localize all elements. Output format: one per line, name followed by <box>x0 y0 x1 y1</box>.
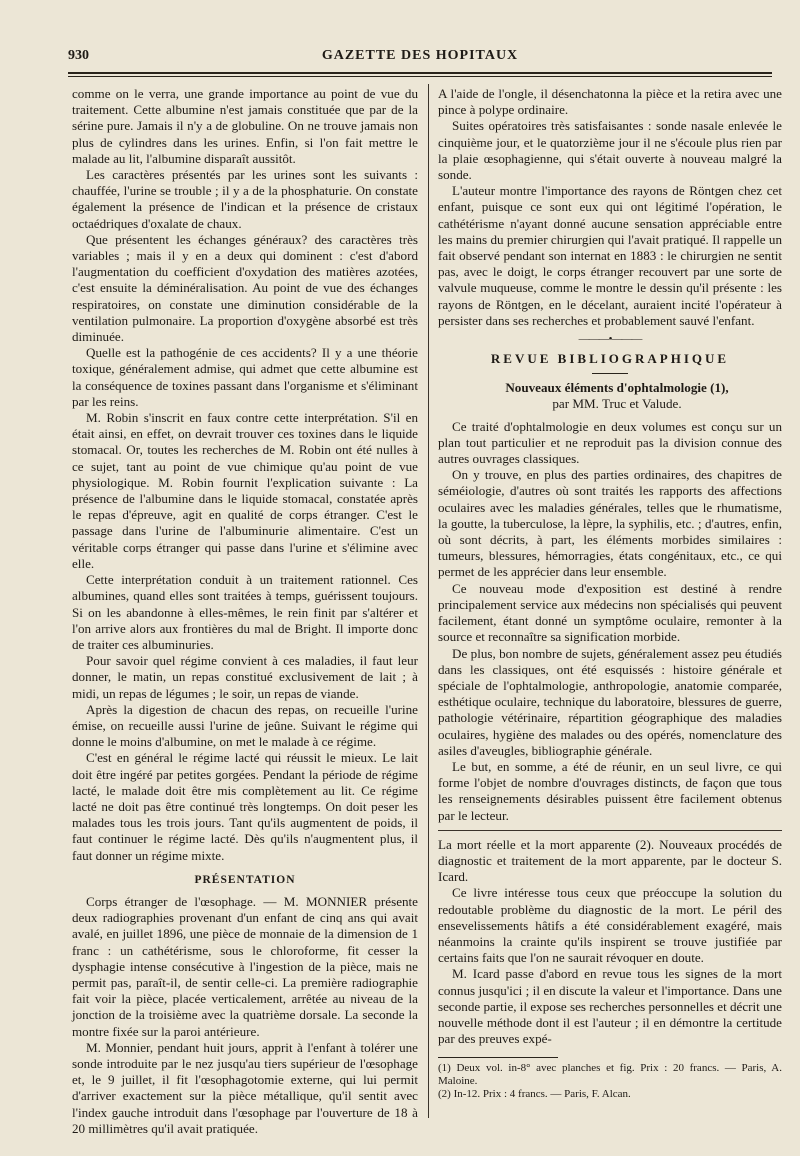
paragraph: Ce livre intéresse tous ceux que préoccupe la solution du redoutable problème du diagnostic de la mort. Le péril des ensevelissements hâtifs a été considérablement exagéré, mais néanmoins la crainte qu'ils inspirent se trouve justifiée par certains faits que l'on ne saurait révoquer en doute. <box>438 885 782 966</box>
section-title-revue: REVUE BIBLIOGRAPHIQUE <box>490 351 730 367</box>
paragraph: Ce nouveau mode d'exposition est destiné à rendre principalement service aux médecins non spécialisés qui peuvent facilement, étant donné un symptôme oculaire, remonter à la source et reconnaître sa signification morbide. <box>438 580 782 645</box>
section-title-presentation: PRÉSENTATION <box>194 873 296 886</box>
paragraph: Cette interprétation conduit à un traitement rationnel. Ces albumines, quand elles sont traitées à temps, guérissent toujours. Si on les abandonne à elles-mêmes, le rein finit par s'altérer et l'on arrive alors aux frontières du mal de Bright. Il importe donc de traiter ces albuminuries. <box>72 572 418 652</box>
paragraph: Après la digestion de chacun des repas, on recueille l'urine émise, on recueille aussi l'urine de jeûne. Suivant le régime qui donne le moins d'albumine, on met le malade à ce régime. <box>72 701 418 750</box>
paragraph: L'auteur montre l'importance des rayons de Röntgen chez cet enfant, puisque ce sont eux qui ont légitimé l'opération, le cathétérisme n'ayant donné aucune sensation appréciable entre les mains du premier chirurgien qui l'avait pratiqué. Il rappelle un fait observé pendant son internat en 1883 : le chirurgien ne sentit pas, avec le doigt, le corps étranger recouvert par une sorte de valvule muqueuse, comme le montre le dessin qu'il présente : les rayons de Röntgen, en le décelant, auraient incité l'opérateur à persister dans ses recherches et probablement sauvé l'enfant. <box>438 183 782 328</box>
journal-title: GAZETTE DES HOPITAUX <box>321 48 519 63</box>
column-divider <box>428 84 429 1118</box>
left-column <box>72 86 418 1136</box>
paragraph: Le but, en somme, a été de réunir, en un seul livre, ce qui forme l'objet de nombre d'ouvrages distincts, de façon que tous les renseignements désirables puissent être facilement obtenus par le lecteur. <box>438 758 782 823</box>
footnote-rule <box>438 1057 558 1058</box>
paragraph: Pour savoir quel régime convient à ces maladies, il faut leur donner, le matin, un repas constitué exclusivement de lait ; à midi, un repas de légumes ; le soir, un repas de viande. <box>72 653 418 701</box>
header-rule <box>68 72 772 74</box>
paragraph: Que présentent les échanges généraux? des caractères très variables ; mais il y en a deux qui dominent : c'est d'abord l'augmentation du coefficient d'oxydation des matières azotées, c'est ensuite la déminéralisation. Au point de vue des échanges respiratoires, on constate une diminution considérable de la ventilation pulmonaire. La proportion d'oxygène absorbé est très diminuée. <box>72 231 418 345</box>
review-separator <box>438 830 782 831</box>
paragraph: Suites opératoires très satisfaisantes : sonde nasale enlevée le cinquième jour, et le quatorzième jour il ne s'écoule plus rien par la plaie œsophagienne, qui s'était ouverte à nouveau malgré la sonde. <box>438 118 782 183</box>
book-author: par MM. Truc et Valude. <box>552 396 682 412</box>
paragraph: M. Icard passe d'abord en revue tous les signes de la mort connus jusqu'ici ; il en discute la valeur et l'importance. Dans une seconde partie, il expose ses recherches personnelles et décrit une nouvelle méthode dont il est l'auteur ; il en démontre la certitude par des preuves expé- <box>438 966 782 1047</box>
paragraph: Corps étranger de l'œsophage. — M. MONNIER présente deux radiographies provenant d'un enfant de cinq ans qui avait avalé, en juillet 1896, une pièce de monnaie de la dimension de 1 franc : un cathétérisme, sous le chloroforme, fit cesser la dysphagie intense consécutive à l'ingestion de la pièce, mais ne permit pas, paraît-il, de sentir celle-ci. La première radiographie fait voir la pièce, placée verticalement, arrêtée au niveau de la jonction de la troisième avec la quatrième dorsale. La seconde la montre fixée sur la paroi antérieure. <box>72 893 418 1039</box>
paragraph: A l'aide de l'ongle, il désenchatonna la pièce et la retira avec une pince à polype ordinaire. <box>438 86 782 118</box>
right-column <box>438 86 782 1116</box>
paragraph: On y trouve, en plus des parties ordinaires, des chapitres de séméiologie, d'autres où sont traités les rapports des affections oculaires avec les maladies générales, telles que le rhumatisme, la goutte, la tuberculose, la lèpre, la syphilis, etc. ; d'autres, enfin, où sont décrits, à part, les éléments morbides similaires : tumeurs, blessures, hémorragies, états congénitaux, etc., ce qui permet de les apprécier dans leur ensemble. <box>438 467 782 580</box>
footnote: (2) In-12. Prix : 4 francs. — Paris, F. Alcan. <box>438 1088 631 1101</box>
review-heading: La mort réelle et la mort apparente (2). Nouveaux procédés de diagnostic et traitement de la mort apparente, par le docteur S. Icard. <box>438 836 782 885</box>
paragraph: Quelle est la pathogénie de ces accidents? Il y a une théorie toxique, généralement admise, qui admet que cette albumine est la conséquence de toxines passant dans l'organisme et s'éliminant par les reins. <box>72 345 418 409</box>
paragraph: M. Monnier, pendant huit jours, apprit à l'enfant à tolérer une sonde introduite par le nez jusqu'au tiers supérieur de l'œsophage et, le 9 juillet, il fit l'œsophagotomie externe, qui lui permit d'arriver exactement sur la pièce métallique, qu'il sentit avec l'index gauche introduit dans l'œsophage par l'ouverture de 18 à 20 millimètres qu'il avait pratiquée. <box>72 1039 418 1136</box>
page-number: 930 <box>68 48 89 63</box>
section-ornament: ———•——— <box>578 333 642 346</box>
paragraph: comme on le verra, une grande importance au point de vue du traitement. Cette albumine n'est jamais constituée que par de la sérine pure. Jamais il n'y a de globuline. On ne trouve jamais non plus de cylindres dans les urines. Enfin, si l'on fait mettre le malade au lit, l'albumine disparaît aussitôt. <box>72 86 418 166</box>
short-rule <box>592 373 628 374</box>
paragraph: M. Robin s'inscrit en faux contre cette interprétation. S'il en était ainsi, en effet, on devrait trouver ces toxines dans le liquide stomacal. Or, toutes les recherches de M. Robin ont été nulles à ce sujet, tant au point de vue chimique qu'au point de vue physiologique. M. Robin fournit l'explication suivante : La présence de l'albumine dans le liquide stomacal, constatée après le repas d'épreuve, agit en qualité de corps étranger. C'est le passage dans l'urine de l'albuminurie alimentaire. C'est un véritable corps étranger qui passe dans l'urine et s'élimine avec elle. <box>72 410 418 571</box>
paragraph: C'est en général le régime lacté qui réussit le mieux. Le lait doit être ingéré par petites gorgées. Pendant la période de régime lacté, le malade doit être mis complètement au lit. Ce régime lacté ne doit pas être continué très longtemps. On doit peser les malades tous les trois jours. Tant qu'ils augmentent de poids, il faut continuer le régime lacté. Dès qu'ils n'augmentent plus, il faut donner un régime mixte. <box>72 750 418 863</box>
book-title: Nouveaux éléments d'ophtalmologie (1), <box>505 380 729 396</box>
page-header <box>68 48 772 70</box>
paragraph: De plus, bon nombre de sujets, généralement assez peu étudiés dans les classiques, ont été esquissés : histoire générale et spéciale de l'ophtalmologie, anthropologie, anatomie comparée, esthétique oculaire, technique du laboratoire, blessures de guerre, pathologie vétérinaire, répartition géographique des maladies oculaires, hygiène des malades ou des opérés, nomenclature des asiles d'aveugles, bibliographie générale. <box>438 645 782 758</box>
header-rule-thin <box>68 76 772 77</box>
paragraph: Les caractères présentés par les urines sont les suivants : chauffée, l'urine se trouble ; il y a de la phosphaturie. On constate également la présence de l'indican et la présence de cristaux octaédriques d'oxalate de chaux. <box>72 167 418 231</box>
footnote: (1) Deux vol. in-8° avec planches et fig. Prix : 20 francs. — Paris, A. Maloine. <box>438 1062 782 1088</box>
paragraph: Ce traité d'ophtalmologie en deux volumes est conçu sur un plan tout particulier et ne reproduit pas la division connue des autres ouvrages classiques. <box>438 418 782 467</box>
